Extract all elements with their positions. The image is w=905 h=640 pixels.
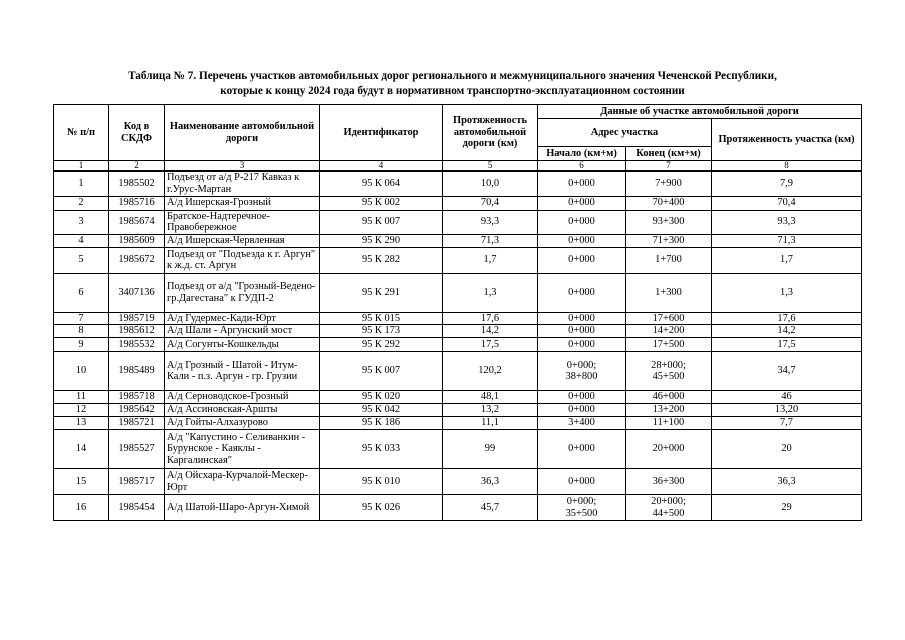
column-number: 3 — [165, 161, 320, 172]
cell-road-name: А/д Согунты-Кошкельды — [165, 338, 320, 352]
cell-road-name: А/д Шатой-Шаро-Аргун-Химой — [165, 495, 320, 521]
cell-code: 1985672 — [109, 247, 165, 273]
cell-code: 1985642 — [109, 404, 165, 417]
cell-end: 14+200 — [626, 325, 712, 338]
cell-road-length: 99 — [443, 430, 538, 469]
cell-end: 46+000 — [626, 391, 712, 404]
cell-section-length: 17,5 — [712, 338, 862, 352]
cell-road-length: 14,2 — [443, 325, 538, 338]
table-row — [54, 325, 862, 338]
cell-number: 16 — [54, 495, 109, 521]
cell-section-length: 1,3 — [712, 273, 862, 312]
cell-road-length: 17,5 — [443, 338, 538, 352]
cell-code: 1985674 — [109, 210, 165, 234]
table-row — [54, 234, 862, 247]
cell-road-name: А/д Гойты-Алхазурово — [165, 417, 320, 430]
table-row — [54, 171, 862, 196]
column-number: 1 — [54, 161, 109, 172]
cell-start: 0+000 — [538, 404, 626, 417]
cell-start: 0+000; 38+800 — [538, 352, 626, 391]
cell-start: 0+000 — [538, 430, 626, 469]
cell-section-length: 29 — [712, 495, 862, 521]
cell-road-name: Подъезд от а/д Р-217 Кавказ к г.Урус-Мартан — [165, 171, 320, 196]
cell-road-name: А/д Серноводское-Грозный — [165, 391, 320, 404]
cell-number: 12 — [54, 404, 109, 417]
table-row — [54, 312, 862, 325]
cell-identifier: 95 К 010 — [320, 469, 443, 495]
cell-end: 17+500 — [626, 338, 712, 352]
cell-section-length: 34,7 — [712, 352, 862, 391]
cell-identifier: 95 К 002 — [320, 196, 443, 210]
cell-identifier: 95 К 007 — [320, 352, 443, 391]
cell-end: 11+100 — [626, 417, 712, 430]
cell-number: 2 — [54, 196, 109, 210]
cell-end: 17+600 — [626, 312, 712, 325]
cell-code: 1985612 — [109, 325, 165, 338]
cell-code: 1985719 — [109, 312, 165, 325]
cell-identifier: 95 К 186 — [320, 417, 443, 430]
cell-road-name: А/д Ассиновская-Аршты — [165, 404, 320, 417]
header-start: Начало (км+м) — [538, 147, 626, 161]
column-number: 6 — [538, 161, 626, 172]
cell-number: 11 — [54, 391, 109, 404]
cell-number: 13 — [54, 417, 109, 430]
cell-code: 1985717 — [109, 469, 165, 495]
cell-end: 1+700 — [626, 247, 712, 273]
table-row — [54, 417, 862, 430]
table-row — [54, 352, 862, 391]
cell-code: 1985527 — [109, 430, 165, 469]
column-number: 8 — [712, 161, 862, 172]
cell-road-name: Подъезд от а/д "Грозный-Ведено-гр.Дагестана" к ГУДП-2 — [165, 273, 320, 312]
title-line-1: Таблица № 7. Перечень участков автомобильных дорог регионального и межмуниципального значения Чеченской Республики, — [128, 70, 777, 82]
cell-start: 0+000 — [538, 338, 626, 352]
cell-section-length: 7,7 — [712, 417, 862, 430]
column-numbers-row — [54, 161, 862, 172]
cell-road-name: А/д "Капустино - Селиванкин - Бурунское - Каяклы - Каргалинская" — [165, 430, 320, 469]
cell-road-length: 71,3 — [443, 234, 538, 247]
header-num: № п/п — [54, 105, 109, 161]
cell-end: 71+300 — [626, 234, 712, 247]
cell-number: 9 — [54, 338, 109, 352]
cell-number: 4 — [54, 234, 109, 247]
cell-start: 0+000 — [538, 234, 626, 247]
header-end: Конец (км+м) — [626, 147, 712, 161]
cell-code: 1985532 — [109, 338, 165, 352]
cell-identifier: 95 К 173 — [320, 325, 443, 338]
cell-section-length: 93,3 — [712, 210, 862, 234]
cell-road-length: 93,3 — [443, 210, 538, 234]
cell-code: 1985721 — [109, 417, 165, 430]
cell-code: 1985502 — [109, 171, 165, 196]
header-name: Наименование автомобильной дороги — [165, 105, 320, 161]
header-road-length: Протяженность автомобильной дороги (км) — [443, 105, 538, 161]
cell-road-length: 11,1 — [443, 417, 538, 430]
cell-start: 3+400 — [538, 417, 626, 430]
cell-road-length: 45,7 — [443, 495, 538, 521]
cell-section-length: 71,3 — [712, 234, 862, 247]
header-section-length: Протяженность участка (км) — [712, 119, 862, 161]
cell-road-name: А/д Грозный - Шатой - Итум-Кали - п.з. Аргун - гр. Грузии — [165, 352, 320, 391]
cell-end: 93+300 — [626, 210, 712, 234]
cell-start: 0+000 — [538, 196, 626, 210]
table-row — [54, 430, 862, 469]
header-address: Адрес участка — [538, 119, 712, 147]
cell-identifier: 95 К 042 — [320, 404, 443, 417]
header-section-data: Данные об участке автомобильной дороги — [538, 105, 862, 119]
table-row — [54, 247, 862, 273]
cell-road-length: 17,6 — [443, 312, 538, 325]
cell-number: 1 — [54, 171, 109, 196]
cell-code: 1985489 — [109, 352, 165, 391]
cell-road-length: 120,2 — [443, 352, 538, 391]
cell-identifier: 95 К 020 — [320, 391, 443, 404]
cell-start: 0+000 — [538, 210, 626, 234]
cell-road-name: А/д Ишерская-Червленная — [165, 234, 320, 247]
cell-identifier: 95 К 033 — [320, 430, 443, 469]
table-row — [54, 469, 862, 495]
cell-code: 1985609 — [109, 234, 165, 247]
cell-number: 14 — [54, 430, 109, 469]
cell-road-name: Подъезд от "Подъезда к г. Аргун" к ж.д. ст. Аргун — [165, 247, 320, 273]
cell-code: 3407136 — [109, 273, 165, 312]
cell-number: 15 — [54, 469, 109, 495]
title-line-2: которые к концу 2024 года будут в нормативном транспортно-эксплуатационном состоянии — [220, 85, 685, 97]
table-row — [54, 196, 862, 210]
table-row — [54, 273, 862, 312]
cell-identifier: 95 К 282 — [320, 247, 443, 273]
cell-end: 36+300 — [626, 469, 712, 495]
column-number: 4 — [320, 161, 443, 172]
cell-identifier: 95 К 292 — [320, 338, 443, 352]
cell-identifier: 95 К 064 — [320, 171, 443, 196]
cell-section-length: 36,3 — [712, 469, 862, 495]
cell-identifier: 95 К 291 — [320, 273, 443, 312]
cell-end: 70+400 — [626, 196, 712, 210]
cell-end: 20+000 — [626, 430, 712, 469]
cell-number: 7 — [54, 312, 109, 325]
roads-table — [53, 104, 862, 521]
cell-identifier: 95 К 026 — [320, 495, 443, 521]
cell-road-name: А/д Шали - Аргунский мост — [165, 325, 320, 338]
cell-road-name: А/д Ишерская-Грозный — [165, 196, 320, 210]
cell-code: 1985716 — [109, 196, 165, 210]
cell-end: 1+300 — [626, 273, 712, 312]
table-row — [54, 495, 862, 521]
cell-section-length: 17,6 — [712, 312, 862, 325]
table-row — [54, 338, 862, 352]
table-row — [54, 210, 862, 234]
cell-start: 0+000 — [538, 469, 626, 495]
cell-start: 0+000 — [538, 247, 626, 273]
cell-road-name: Братское-Надтеречное-Правобережное — [165, 210, 320, 234]
cell-road-length: 13,2 — [443, 404, 538, 417]
cell-section-length: 20 — [712, 430, 862, 469]
cell-section-length: 14,2 — [712, 325, 862, 338]
cell-road-length: 36,3 — [443, 469, 538, 495]
table-title — [0, 69, 905, 99]
cell-end: 28+000; 45+500 — [626, 352, 712, 391]
cell-road-name: А/д Гудермес-Кади-Юрт — [165, 312, 320, 325]
cell-road-length: 10,0 — [443, 171, 538, 196]
cell-road-length: 1,3 — [443, 273, 538, 312]
table-row — [54, 391, 862, 404]
cell-start: 0+000; 35+500 — [538, 495, 626, 521]
cell-identifier: 95 К 015 — [320, 312, 443, 325]
cell-start: 0+000 — [538, 312, 626, 325]
cell-number: 5 — [54, 247, 109, 273]
cell-section-length: 13,20 — [712, 404, 862, 417]
cell-road-length: 48,1 — [443, 391, 538, 404]
cell-start: 0+000 — [538, 325, 626, 338]
cell-end: 7+900 — [626, 171, 712, 196]
cell-section-length: 7,9 — [712, 171, 862, 196]
cell-start: 0+000 — [538, 171, 626, 196]
cell-number: 8 — [54, 325, 109, 338]
cell-road-length: 1,7 — [443, 247, 538, 273]
table-row — [54, 404, 862, 417]
cell-road-name: А/д Ойсхара-Курчалой-Мескер-Юрт — [165, 469, 320, 495]
cell-code: 1985718 — [109, 391, 165, 404]
column-number: 2 — [109, 161, 165, 172]
cell-number: 10 — [54, 352, 109, 391]
cell-section-length: 1,7 — [712, 247, 862, 273]
cell-identifier: 95 К 290 — [320, 234, 443, 247]
header-identifier: Идентификатор — [320, 105, 443, 161]
column-number: 7 — [626, 161, 712, 172]
cell-end: 20+000; 44+500 — [626, 495, 712, 521]
column-number: 5 — [443, 161, 538, 172]
cell-road-length: 70,4 — [443, 196, 538, 210]
cell-start: 0+000 — [538, 391, 626, 404]
cell-section-length: 46 — [712, 391, 862, 404]
cell-end: 13+200 — [626, 404, 712, 417]
header-code: Код в СКДФ — [109, 105, 165, 161]
cell-number: 3 — [54, 210, 109, 234]
cell-start: 0+000 — [538, 273, 626, 312]
cell-number: 6 — [54, 273, 109, 312]
cell-identifier: 95 К 007 — [320, 210, 443, 234]
cell-code: 1985454 — [109, 495, 165, 521]
cell-section-length: 70,4 — [712, 196, 862, 210]
